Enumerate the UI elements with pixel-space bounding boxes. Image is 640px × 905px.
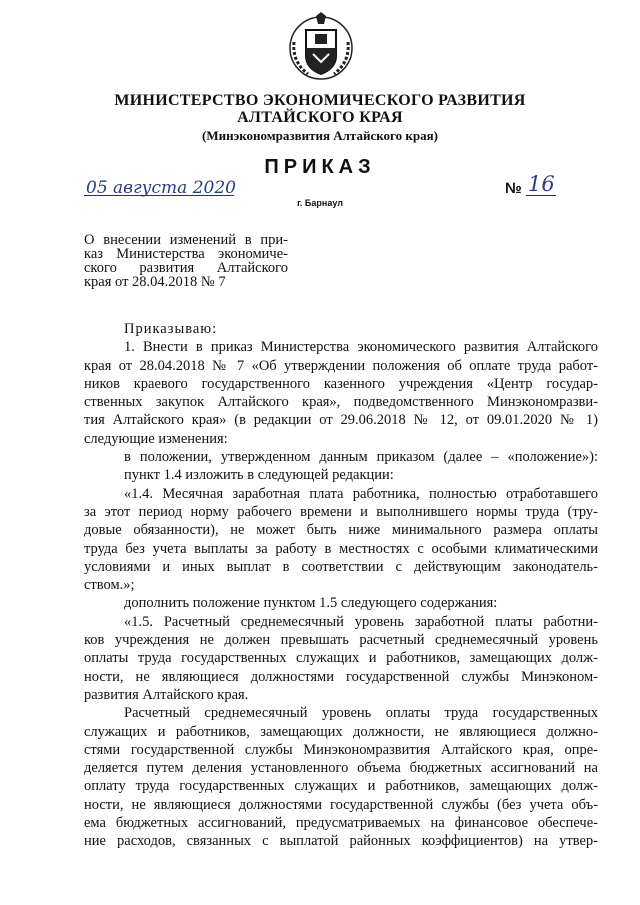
- body-line: ством.»;: [84, 577, 135, 594]
- subject-line: ского развития Алтайского: [84, 260, 288, 276]
- body-line: довые обязанности), не может быть ниже минимального размера оплаты: [84, 522, 598, 539]
- subject-line: каз Министерства экономиче-: [84, 246, 288, 262]
- body-line: ема бюджетных ассигнований, предусматриваемых на финансовое обеспече-: [84, 815, 598, 832]
- date-underline: [84, 195, 234, 196]
- body-line: «1.4. Месячная заработная плата работника, полностью отработавшего: [124, 485, 598, 502]
- city-label: г. Барнаул: [297, 198, 343, 208]
- body-line: 1. Внести в приказ Министерства экономического развития Алтайского: [124, 339, 598, 356]
- number-label: №: [505, 180, 522, 197]
- body-line: оплаты труда государственных служащих и работников, замещающих долж-: [84, 650, 598, 667]
- body-line: труда без учета выплаты за работу в местностях с особыми климатическими: [84, 540, 598, 557]
- body-line: дополнить положение пунктом 1.5 следующего содержания:: [124, 595, 498, 612]
- subject-line: О внесении изменений в при-: [84, 232, 288, 248]
- body-line: ние расходов, связанных с выплатой районных коэффициентов) на утвер-: [84, 833, 598, 850]
- body-line: в положении, утвержденном данным приказом (далее – «положение»):: [124, 449, 598, 466]
- coat-of-arms-emblem-icon: [286, 12, 356, 82]
- body-line: ности, не являющиеся должностями государственной службы Минэконом-: [84, 668, 598, 685]
- ministry-title-line-1: МИНИСТЕРСТВО ЭКОНОМИЧЕСКОГО РАЗВИТИЯ: [114, 92, 526, 109]
- body-line: стями государственной службы Минэкономразвития Алтайского края, опре-: [84, 741, 598, 758]
- body-line: оплату труда государственных служащих и работников, замещающих долж-: [84, 778, 598, 795]
- body-line: ственных закупок Алтайского края», подведомственного Минэкономразви-: [84, 394, 598, 411]
- body-line: ков учреждения не должен превышать расчетный среднемесячный уровень: [84, 632, 598, 649]
- body-line-order-statement: Приказываю:: [124, 321, 218, 337]
- body-line: Расчетный среднемесячный уровень оплаты труда государственных: [124, 705, 598, 722]
- body-line: края от 28.04.2018 № 7 «Об утверждении положения об оплате труда работ-: [84, 357, 598, 374]
- document-subject: [84, 233, 288, 289]
- body-line: развития Алтайского края.: [84, 686, 249, 703]
- body-line: ников краевого государственного казенного учреждения «Центр государ-: [84, 375, 598, 392]
- body-line: ности, не являющиеся должностями государственной службы (без учета объ-: [84, 796, 598, 813]
- body-line: за этот период норму рабочего времени и выполнившего нормы труда (тру-: [84, 503, 598, 520]
- handwritten-date: 05 августа 2020: [86, 178, 236, 198]
- document-type-title: ПРИКАЗ: [264, 156, 376, 178]
- handwritten-number: 16: [528, 172, 555, 196]
- ministry-short-name: (Минэкономразвития Алтайского края): [202, 128, 438, 143]
- body-line: служащих и работников, замещающих должности, не являющиеся должно-: [84, 723, 598, 740]
- body-line: тия Алтайского края» (в редакции от 29.06.2018 № 12, от 09.01.2020 № 1): [84, 412, 598, 429]
- body-line: «1.5. Расчетный среднемесячный уровень заработной платы работни-: [124, 613, 598, 630]
- body-line: условиями и иных выплат в соответствии с действующим законодатель-: [84, 558, 598, 575]
- document-body: [84, 320, 598, 851]
- body-line: пункт 1.4 изложить в следующей редакции:: [124, 467, 394, 484]
- body-line: деляется путем деления установленного объема бюджетных ассигнований на: [84, 760, 598, 777]
- ministry-title-line-2: АЛТАЙСКОГО КРАЯ: [237, 109, 403, 126]
- subject-line: края от 28.04.2018 № 7: [84, 274, 226, 290]
- body-line: следующие изменения:: [84, 430, 228, 447]
- number-underline: [526, 195, 556, 196]
